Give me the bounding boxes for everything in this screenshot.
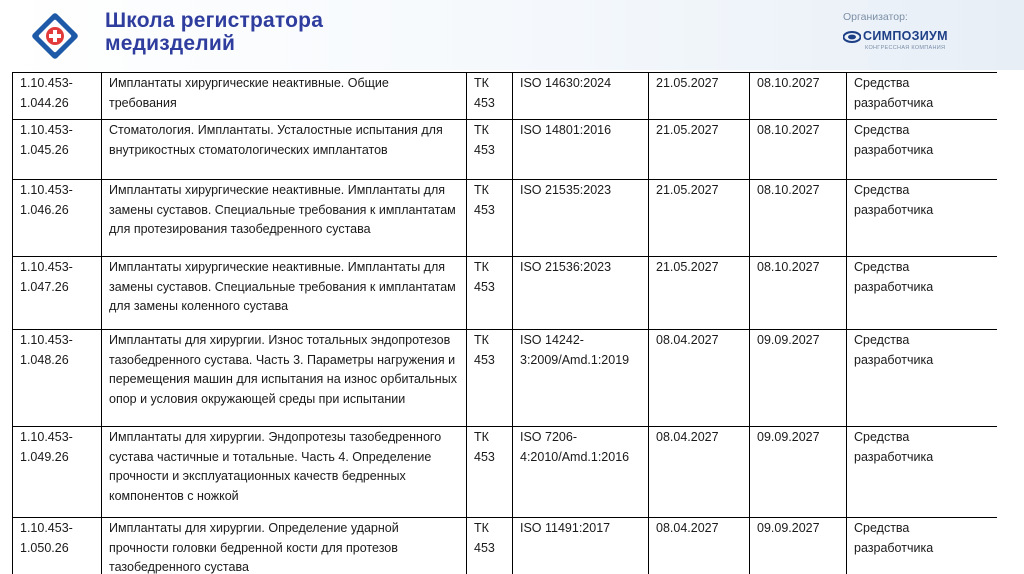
cell-code xyxy=(13,518,102,574)
table-row xyxy=(13,257,998,330)
organizer-name: СИМПОЗИУМ xyxy=(863,29,948,43)
cell-date2-text: 08.10.2027 xyxy=(757,123,820,137)
cell-tk-text: ТК xyxy=(474,183,489,197)
cell-code-text: 1.10.453- xyxy=(20,183,73,197)
cell-code-text: 1.045.26 xyxy=(20,142,69,157)
cell-date1 xyxy=(649,518,750,574)
cell-name xyxy=(102,180,467,257)
cell-date1 xyxy=(649,73,750,120)
cell-code-text: 1.049.26 xyxy=(20,449,69,464)
school-title xyxy=(105,9,323,55)
cell-source-text: Средства xyxy=(854,183,910,197)
cell-date1-text: 21.05.2027 xyxy=(656,76,719,90)
cell-tk-text: 453 xyxy=(474,540,495,555)
cell-standard xyxy=(513,180,649,257)
cell-source-text: разработчика xyxy=(854,352,934,367)
cell-source xyxy=(847,120,998,180)
cell-standard xyxy=(513,427,649,518)
cell-source-text: разработчика xyxy=(854,540,934,555)
cell-code xyxy=(13,330,102,427)
cell-date2 xyxy=(750,330,847,427)
cell-code-text: 1.10.453- xyxy=(20,260,73,274)
cell-standard xyxy=(513,518,649,574)
cell-name-text: Имплантаты хирургические неактивные. Имплантаты для замены суставов. Специальные требования к имплантатам для протезирования тазобедренного сустава xyxy=(109,183,456,236)
cell-tk xyxy=(467,518,513,574)
cell-date2 xyxy=(750,427,847,518)
table-row xyxy=(13,120,998,180)
cell-date1 xyxy=(649,330,750,427)
cell-standard xyxy=(513,257,649,330)
cell-standard-text: ISO 11491:2017 xyxy=(520,521,611,535)
medical-cross-logo-icon xyxy=(30,11,80,61)
cell-source xyxy=(847,518,998,574)
cell-tk-text: 453 xyxy=(474,279,495,294)
table-row xyxy=(13,180,998,257)
cell-date2-text: 08.10.2027 xyxy=(757,260,820,274)
cell-name xyxy=(102,120,467,180)
cell-date1-text: 08.04.2027 xyxy=(656,521,719,535)
cell-date2 xyxy=(750,518,847,574)
cell-standard-text: ISO 7206-4:2010/Amd.1:2016 xyxy=(520,430,630,464)
cell-tk-text: ТК xyxy=(474,333,489,347)
cell-date2 xyxy=(750,180,847,257)
cell-code xyxy=(13,257,102,330)
cell-date1-text: 08.04.2027 xyxy=(656,430,719,444)
cell-date1-text: 21.05.2027 xyxy=(656,123,719,137)
table-row xyxy=(13,427,998,518)
cell-date2-text: 09.09.2027 xyxy=(757,521,820,535)
cell-name xyxy=(102,330,467,427)
cell-date1 xyxy=(649,427,750,518)
cell-code-text: 1.047.26 xyxy=(20,279,69,294)
cell-date1-text: 21.05.2027 xyxy=(656,183,719,197)
cell-date2-text: 09.09.2027 xyxy=(757,333,820,347)
cell-tk-text: ТК xyxy=(474,521,489,535)
cell-source-text: Средства xyxy=(854,521,910,535)
cell-date2-text: 08.10.2027 xyxy=(757,183,820,197)
cell-source-text: Средства xyxy=(854,260,910,274)
cell-source-text: Средства xyxy=(854,123,910,137)
cell-tk-text: 453 xyxy=(474,142,495,157)
cell-source-text: разработчика xyxy=(854,142,934,157)
cell-tk xyxy=(467,120,513,180)
cell-date1 xyxy=(649,180,750,257)
cell-source xyxy=(847,180,998,257)
cell-code xyxy=(13,120,102,180)
cell-name xyxy=(102,257,467,330)
cell-date2 xyxy=(750,73,847,120)
cell-standard xyxy=(513,120,649,180)
cell-code xyxy=(13,180,102,257)
table-row xyxy=(13,518,998,574)
cell-tk-text: ТК xyxy=(474,260,489,274)
school-title-line-1: Школа регистратора xyxy=(105,9,324,32)
cell-source-text: Средства xyxy=(854,76,910,90)
cell-source-text: разработчика xyxy=(854,449,934,464)
simposium-mark-icon xyxy=(843,31,861,43)
cell-standard xyxy=(513,330,649,427)
cell-name-text: Имплантаты для хирургии. Износ тотальных эндопротезов тазобедренного сустава. Часть 3. Параметры нагружения и перемещения машин для испытания на износ орбитальных опор и условия окружающей среды при испытании xyxy=(109,333,457,406)
cell-date2-text: 08.10.2027 xyxy=(757,76,820,90)
cell-date2-text: 09.09.2027 xyxy=(757,430,820,444)
cell-code-text: 1.10.453- xyxy=(20,430,73,444)
cell-name xyxy=(102,518,467,574)
school-title-line-2: медизделий xyxy=(105,32,236,55)
cell-name-text: Имплантаты для хирургии. Определение ударной прочности головки бедренной кости для протезов тазобедренного сустава xyxy=(109,521,399,574)
cell-date2 xyxy=(750,257,847,330)
cell-date1-text: 08.04.2027 xyxy=(656,333,719,347)
cell-tk-text: ТК xyxy=(474,123,489,137)
cell-standard-text: ISO 21535:2023 xyxy=(520,183,612,197)
cell-source-text: разработчика xyxy=(854,95,934,110)
cell-code-text: 1.048.26 xyxy=(20,352,69,367)
cell-tk-text: ТК xyxy=(474,430,489,444)
cell-name-text: Имплантаты хирургические неактивные. Общие требования xyxy=(109,76,389,110)
cell-code xyxy=(13,427,102,518)
cell-tk xyxy=(467,73,513,120)
cell-source xyxy=(847,257,998,330)
cell-standard xyxy=(513,73,649,120)
organizer-label: Организатор: xyxy=(843,11,908,23)
cell-tk xyxy=(467,427,513,518)
cell-date1 xyxy=(649,120,750,180)
cell-tk-text: 453 xyxy=(474,449,495,464)
slide-header xyxy=(0,0,1024,70)
cell-tk xyxy=(467,330,513,427)
table-row xyxy=(13,73,998,120)
organizer-subtitle: КОНГРЕССНАЯ КОМПАНИЯ xyxy=(865,45,946,51)
cell-code-text: 1.10.453- xyxy=(20,521,73,535)
cell-code-text: 1.050.26 xyxy=(20,540,69,555)
standards-table xyxy=(12,72,997,574)
cell-standard-text: ISO 14242-3:2009/Amd.1:2019 xyxy=(520,333,630,367)
cell-source xyxy=(847,427,998,518)
cell-name-text: Стоматология. Имплантаты. Усталостные испытания для внутрикостных стоматологических имплантатов xyxy=(109,123,443,157)
cell-code-text: 1.10.453- xyxy=(20,123,73,137)
cell-tk-text: 453 xyxy=(474,352,495,367)
cell-tk-text: 453 xyxy=(474,202,495,217)
cell-name-text: Имплантаты хирургические неактивные. Имплантаты для замены суставов. Специальные требования к имплантатам для замены коленного сустава xyxy=(109,260,456,313)
organizer-logo xyxy=(843,28,993,58)
standards-table-container xyxy=(12,72,997,574)
cell-source-text: Средства xyxy=(854,333,910,347)
table-row xyxy=(13,330,998,427)
cell-tk-text: 453 xyxy=(474,95,495,110)
cell-source-text: разработчика xyxy=(854,202,934,217)
cell-source-text: разработчика xyxy=(854,279,934,294)
cell-code-text: 1.044.26 xyxy=(20,95,69,110)
cell-source xyxy=(847,73,998,120)
cell-name-text: Имплантаты для хирургии. Эндопротезы тазобедренного сустава частичные и тотальные. Часть 4. Определение прочности и эксплуатационных качеств бедренных компонентов с ножкой xyxy=(109,430,442,503)
cell-code-text: 1.10.453- xyxy=(20,76,73,90)
cell-date1 xyxy=(649,257,750,330)
cell-tk xyxy=(467,257,513,330)
cell-code xyxy=(13,73,102,120)
cell-standard-text: ISO 14630:2024 xyxy=(520,76,612,90)
cell-source xyxy=(847,330,998,427)
cell-date2 xyxy=(750,120,847,180)
cell-standard-text: ISO 14801:2016 xyxy=(520,123,612,137)
cell-code-text: 1.046.26 xyxy=(20,202,69,217)
cell-source-text: Средства xyxy=(854,430,910,444)
cell-name xyxy=(102,73,467,120)
cell-standard-text: ISO 21536:2023 xyxy=(520,260,612,274)
cell-date1-text: 21.05.2027 xyxy=(656,260,719,274)
cell-code-text: 1.10.453- xyxy=(20,333,73,347)
cell-tk-text: ТК xyxy=(474,76,489,90)
cell-name xyxy=(102,427,467,518)
cell-tk xyxy=(467,180,513,257)
